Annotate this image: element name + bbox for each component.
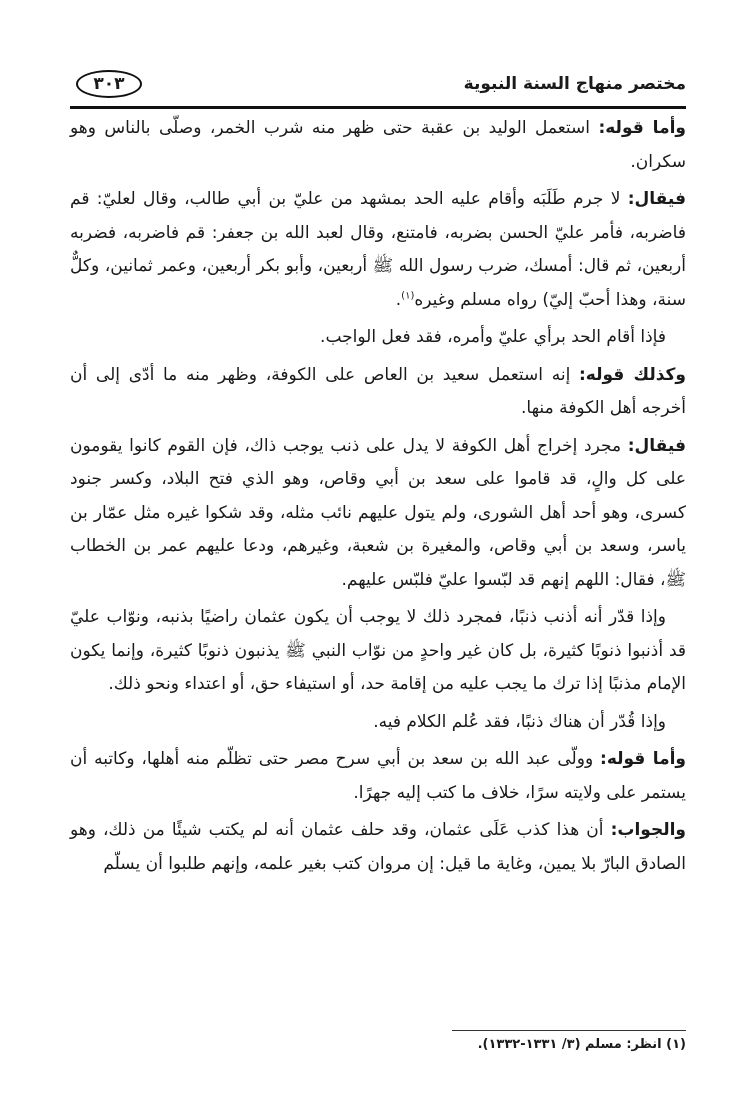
paragraph-lead: فيقال: <box>627 189 686 209</box>
paragraph-text: وولّى عبد الله بن سعد بن أبي سرح مصر حتى تظلّم منه أهلها، وكاتبه أن يستمر على ولايته سرًا، خلاف ما كتب إليه جهرًا. <box>70 749 686 803</box>
paragraph-text: إنه استعمل سعيد بن العاص على الكوفة، وظهر منه ما أدّى إلى أن أخرجه أهل الكوفة منها. <box>70 364 686 418</box>
footnote-reference[interactable]: (١) <box>401 289 415 301</box>
paragraph-text: فإذا أقام الحد برأي عليّ وأمره، فقد فعل الواجب. <box>320 327 666 347</box>
paragraph <box>70 359 686 426</box>
paragraph-text: مجرد إخراج أهل الكوفة لا يدل على ذنب يوجب ذاك، فإن القوم كانوا يقومون على كل والٍ، قد قاموا على سعد بن أبي وقاص، وهو الذي فتح البلاد، وكسر جنود كسرى، وهو أحد أهل الشورى، ولم يتول عليهم نائب مثله، وقد شكوا غيره مثل عمّار بن ياسر، وسعد بن أبي وقاص، والمغيرة بن شعبة، وغيرهم، ودعا عليهم عمر بن الخطاب ﷺ، فقال: اللهم إنهم قد لبّسوا عليّ فلبّس عليهم. <box>70 435 686 590</box>
paragraph-text: وإذا قدّر أنه أذنب ذنبًا، فمجرد ذلك لا يوجب أن يكون عثمان راضيًا بذنبه، ونوّاب عليّ قد أذنبوا ذنوبًا كثيرة، بل كان غير واحدٍ من نوّاب النبي ﷺ يذنبون ذنوبًا كثيرة، وإنما يكون الإمام مذنبًا إذا ترك ما يجب عليه من إقامة حد، أو استيفاء حق، أو اعتداء ونحو ذلك. <box>70 607 686 694</box>
paragraph <box>70 743 686 810</box>
paragraph-lead: وكذلك قوله: <box>579 364 686 385</box>
paragraph <box>70 183 686 317</box>
body-text <box>70 112 686 885</box>
paragraph-lead: والجواب: <box>610 820 686 840</box>
paragraph-text: استعمل الوليد بن عقبة حتى ظهر منه شرب الخمر، وصلّى بالناس وهو سكران. <box>70 118 686 172</box>
header-rule <box>70 106 686 109</box>
page-number: ٣٠٣ <box>76 70 142 98</box>
paragraph <box>70 601 686 702</box>
paragraph <box>70 430 686 598</box>
paragraph-text: لا جرم طَلَبَه وأقام عليه الحد بمشهد من عليّ بن أبي طالب، وقال لعليّ: قم فاضربه، فأمر عليّ الحسن بضربه، فامتنع، وقال لعبد الله بن جعفر: قم فاضربه، فضربه أربعين، ثم قال: أمسك، ضرب رسول الله ﷺ أربعين، وأبو بكر أربعين، وعمر ثمانين، وكلٌّ سنة، وهذا أحبّ إليّ) رواه مسلم وغيره <box>70 189 686 310</box>
footnote: (١) انظر: مسلم (٣/ ١٣٣١-١٣٣٢). <box>477 1037 686 1052</box>
paragraph <box>70 814 686 881</box>
paragraph-tail: . <box>395 289 402 310</box>
paragraph-lead: وأما قوله: <box>598 118 686 138</box>
paragraph <box>70 706 686 740</box>
paragraph <box>70 321 686 355</box>
paragraph-lead: فيقال: <box>627 435 686 456</box>
paragraph-lead: وأما قوله: <box>600 749 686 769</box>
paragraph <box>70 112 686 179</box>
footnote-rule <box>452 1030 686 1031</box>
paragraph-text: أن هذا كذب عَلَى عثمان، وقد حلف عثمان أنه لم يكتب شيئًا من ذلك، وهو الصادق البارّ بلا يمين، وغاية ما قيل: إن مروان كتب بغير علمه، وإنهم طلبوا أن يسلّم <box>70 820 686 874</box>
book-title: مختصر منهاج السنة النبوية <box>463 74 686 94</box>
paragraph-text: وإذا قُدّر أن هناك ذنبًا، فقد عُلم الكلام فيه. <box>373 711 666 732</box>
page-header <box>70 70 686 104</box>
